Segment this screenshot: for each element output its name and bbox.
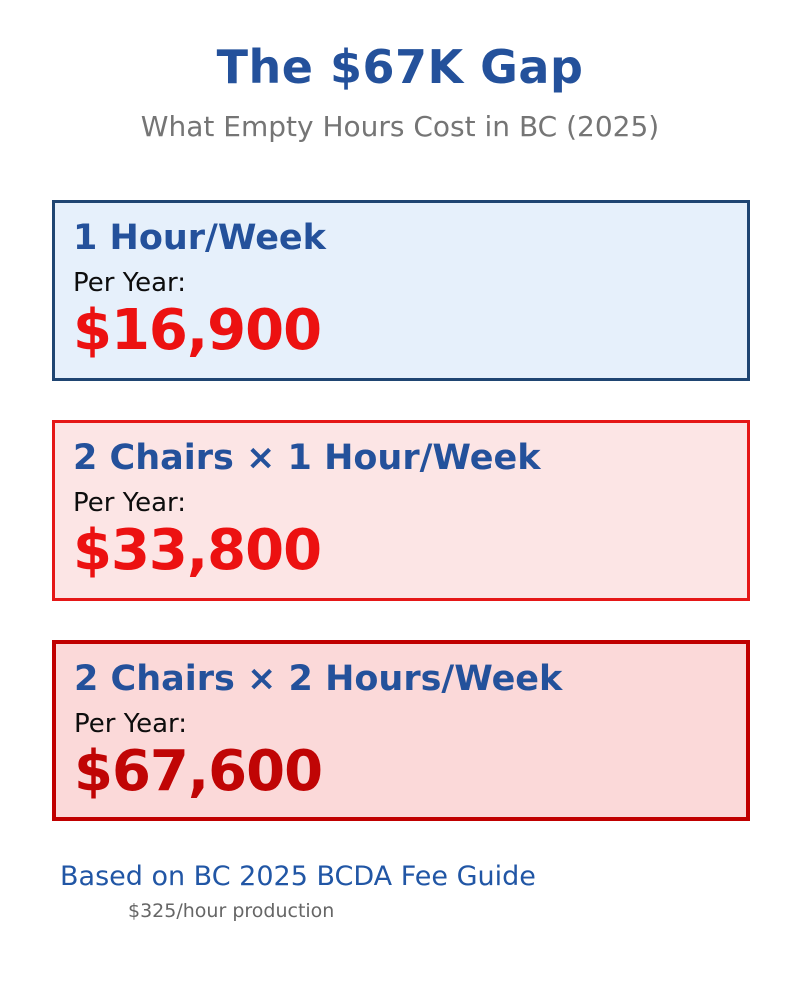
page-title: The $67K Gap <box>216 40 584 94</box>
source-note: Based on BC 2025 BCDA Fee Guide <box>60 861 536 892</box>
cost-value: $33,800 <box>73 517 322 583</box>
per-year-label: Per Year: <box>74 709 188 740</box>
card-heading: 1 Hour/Week <box>73 218 326 258</box>
cost-value: $67,600 <box>74 738 323 804</box>
per-year-label: Per Year: <box>73 488 187 519</box>
page-subtitle: What Empty Hours Cost in BC (2025) <box>140 110 660 143</box>
cost-card-2-chairs-2-hours <box>52 640 750 821</box>
cost-card-1-hour <box>52 200 750 381</box>
production-rate-note: $325/hour production <box>128 900 335 922</box>
cost-value: $16,900 <box>73 297 322 363</box>
card-heading: 2 Chairs × 2 Hours/Week <box>74 659 563 699</box>
card-heading: 2 Chairs × 1 Hour/Week <box>73 438 541 478</box>
cost-card-2-chairs-1-hour <box>52 420 750 601</box>
per-year-label: Per Year: <box>73 268 187 299</box>
